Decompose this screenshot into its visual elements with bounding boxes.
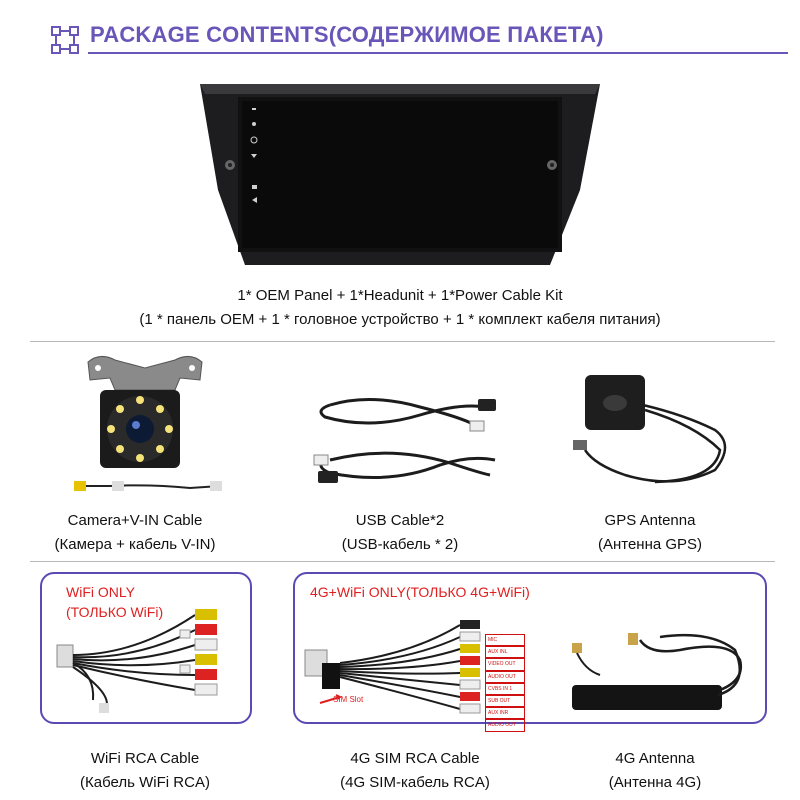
camera-caption-en: Camera+V-IN Cable (67, 512, 203, 529)
fourg-tag: AUDIO OUT (485, 671, 525, 683)
fourg-tag: AUDIO OUT (485, 719, 525, 731)
gps-caption-en: GPS Antenna (604, 512, 696, 529)
wifi-rca-caption-ru: (Кабель WiFi RCA) (80, 774, 210, 791)
usb-caption (300, 509, 500, 557)
divider-bottom (30, 561, 775, 562)
camera-image (70, 350, 230, 500)
fourg-antenna-caption (555, 747, 755, 795)
fourg-antenna-caption-ru: (Антенна 4G) (608, 774, 702, 791)
usb-caption-ru: (USB-кабель * 2) (341, 536, 459, 553)
fourg-tag: AUX INR (485, 707, 525, 719)
title-underline (88, 52, 788, 54)
fourg-antenna-image (560, 625, 750, 715)
fourg-rca-caption-en: 4G SIM RCA Cable (350, 750, 480, 767)
camera-caption (20, 509, 250, 557)
wifi-rca-cable-image (55, 605, 240, 715)
fourg-rca-caption (310, 747, 520, 795)
page-title: PACKAGE CONTENTS(СОДЕРЖИМОЕ ПАКЕТА) (90, 22, 604, 47)
fourg-tag: CVBS IN 1 (485, 683, 525, 695)
divider-top (30, 341, 775, 342)
sim-slot-label: SIM Slot (333, 695, 364, 704)
usb-cable-image (310, 385, 510, 495)
fourg-antenna-caption-en: 4G Antenna (615, 750, 695, 767)
fourg-tag-list (485, 634, 525, 732)
gps-caption (555, 509, 745, 557)
grid-icon (50, 25, 80, 55)
fourg-tag: AUX INL (485, 646, 525, 658)
main-panel-caption-ru: (1 * панель OEM + 1 * головное устройство + 1 * комплект кабеля питания) (139, 311, 661, 328)
oem-panel-image (190, 80, 610, 270)
wifi-only-label-en: WiFi ONLY (66, 584, 135, 600)
usb-caption-en: USB Cable*2 (355, 512, 445, 529)
wifi-rca-caption-en: WiFi RCA Cable (90, 750, 200, 767)
fourg-only-label: 4G+WiFi ONLY(ТОЛЬКО 4G+WiFi) (310, 584, 530, 600)
gps-antenna-image (565, 370, 745, 500)
camera-caption-ru: (Камера + кабель V-IN) (54, 536, 216, 553)
main-panel-caption (0, 284, 800, 332)
main-panel-caption-en: 1* OEM Panel + 1*Headunit + 1*Power Cable Kit (237, 287, 563, 304)
wifi-only-label-ru: (ТОЛЬКО WiFi) (66, 604, 164, 620)
fourg-rca-caption-ru: (4G SIM-кабель RCA) (340, 774, 490, 791)
fourg-tag: MIC (485, 634, 525, 646)
wifi-rca-caption (40, 747, 250, 795)
gps-caption-ru: (Антенна GPS) (597, 536, 703, 553)
fourg-tag: SUB OUT (485, 695, 525, 707)
fourg-tag: VIDEO OUT (485, 658, 525, 670)
